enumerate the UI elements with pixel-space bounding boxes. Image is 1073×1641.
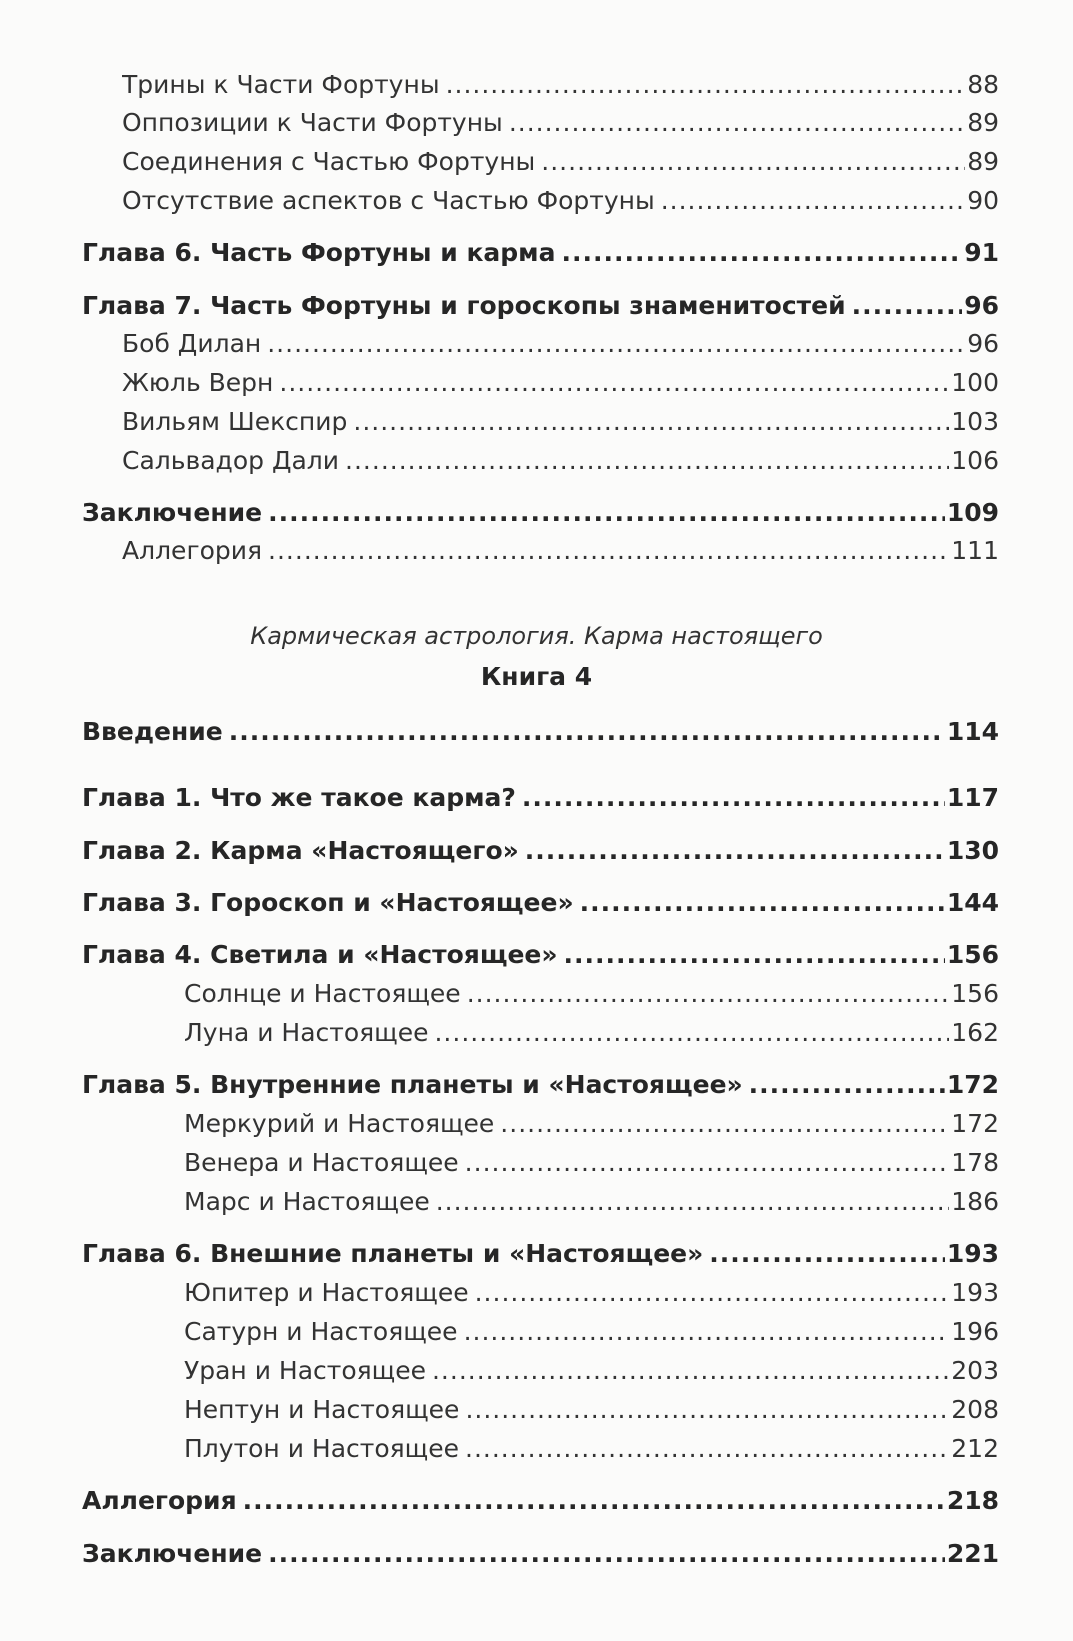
toc-entry-page: 196	[951, 1317, 999, 1346]
dot-leader	[268, 534, 949, 568]
toc-entry-title: Заключение	[82, 1539, 263, 1568]
dot-leader	[243, 1484, 945, 1518]
toc-entry-page: 212	[951, 1434, 999, 1463]
dot-leader	[525, 834, 945, 868]
book-subtitle: Кармическая астрология. Карма настоящего	[250, 622, 823, 650]
toc-entry	[122, 327, 999, 361]
toc-entry-title: Вильям Шекспир	[122, 407, 348, 436]
dot-leader	[500, 1107, 949, 1141]
toc-entry-title: Аллегория	[122, 536, 263, 565]
toc-entry-page: 221	[946, 1539, 999, 1568]
dot-leader	[852, 289, 963, 323]
toc-entry-title: Солнце и Настоящее	[184, 979, 461, 1008]
toc-entry-title: Оппозиции к Части Фортуны	[122, 108, 503, 137]
toc-chapter	[82, 289, 999, 323]
dot-leader	[268, 1537, 945, 1571]
toc-entry-page: 203	[951, 1356, 999, 1385]
toc-entry-title: Нептун и Настоящее	[184, 1395, 460, 1424]
dot-leader	[279, 366, 949, 400]
dot-leader	[475, 1276, 950, 1310]
toc-entry-page: 91	[964, 238, 999, 267]
toc-entry-title: Глава 3. Гороскоп и «Настоящее»	[82, 888, 574, 917]
toc-entry-title: Луна и Настоящее	[184, 1018, 429, 1047]
toc-chapter	[82, 1068, 999, 1102]
toc-chapter	[82, 834, 999, 868]
toc-entry-title: Глава 4. Светила и «Настоящее»	[82, 940, 558, 969]
toc-entry-title: Юпитер и Настоящее	[184, 1278, 469, 1307]
toc-entry-title: Жюль Верн	[122, 368, 274, 397]
dot-leader	[709, 1237, 945, 1271]
toc-chapter	[82, 781, 999, 815]
toc-entry-page: 114	[946, 717, 999, 746]
toc-entry-page: 144	[946, 888, 999, 917]
toc-entry-page: 89	[967, 108, 999, 137]
toc-entry-title: Глава 6. Часть Фортуны и карма	[82, 238, 556, 267]
toc-entry	[184, 1016, 999, 1050]
toc-entry-title: Глава 7. Часть Фортуны и гороскопы знаменитостей	[82, 291, 846, 320]
book-title: Книга 4	[480, 662, 593, 691]
toc-entry-title: Соединения с Частью Фортуны	[122, 147, 536, 176]
toc-chapter	[82, 236, 999, 270]
toc-entry-title: Введение	[82, 717, 223, 746]
toc-chapter	[82, 1484, 999, 1518]
dot-leader	[465, 1432, 949, 1466]
toc-entry	[184, 1393, 999, 1427]
dot-leader	[564, 938, 945, 972]
dot-leader	[432, 1354, 949, 1388]
toc-entry	[184, 1185, 999, 1219]
toc-entry-title: Глава 2. Карма «Настоящего»	[82, 836, 519, 865]
toc-entry	[122, 184, 999, 218]
toc-entry-title: Глава 5. Внутренние планеты и «Настоящее»	[82, 1070, 743, 1099]
dot-leader	[345, 444, 949, 478]
toc-entry	[184, 1432, 999, 1466]
toc-entry-title: Меркурий и Настоящее	[184, 1109, 495, 1138]
toc-entry-page: 162	[951, 1018, 999, 1047]
toc-entry-page: 218	[946, 1486, 999, 1515]
toc-entry-page: 106	[951, 446, 999, 475]
toc-entry-title: Глава 6. Внешние планеты и «Настоящее»	[82, 1239, 704, 1268]
toc-entry-page: 109	[946, 498, 999, 527]
toc-entry-page: 88	[967, 70, 999, 99]
toc-entry-title: Боб Дилан	[122, 329, 262, 358]
toc-entry-title: Плутон и Настоящее	[184, 1434, 459, 1463]
toc-entry-title: Заключение	[82, 498, 263, 527]
toc-entry-page: 90	[967, 186, 999, 215]
toc-entry-page: 96	[964, 291, 999, 320]
toc-entry-title: Отсутствие аспектов с Частью Фортуны	[122, 186, 655, 215]
toc-entry-title: Марс и Настоящее	[184, 1187, 430, 1216]
toc-entry-page: 193	[946, 1239, 999, 1268]
toc-entry	[184, 1315, 999, 1349]
toc-chapter	[82, 886, 999, 920]
toc-entry-page: 193	[951, 1278, 999, 1307]
dot-leader	[353, 405, 949, 439]
toc-entry-page: 89	[967, 147, 999, 176]
toc-chapter	[82, 496, 999, 530]
toc-chapter	[82, 1237, 999, 1271]
dot-leader	[661, 184, 965, 218]
dot-leader	[467, 977, 950, 1011]
toc-entry	[184, 977, 999, 1011]
toc-entry	[122, 534, 999, 568]
toc-entry-title: Венера и Настоящее	[184, 1148, 459, 1177]
toc-entry	[122, 366, 999, 400]
toc-entry-title: Аллегория	[82, 1486, 237, 1515]
toc-entry-page: 103	[951, 407, 999, 436]
toc-entry-page: 172	[951, 1109, 999, 1138]
toc-entry-page: 156	[951, 979, 999, 1008]
dot-leader	[509, 106, 965, 140]
toc-entry-page: 208	[951, 1395, 999, 1424]
toc-entry-page: 178	[951, 1148, 999, 1177]
toc-entry-page: 186	[951, 1187, 999, 1216]
toc-entry	[184, 1276, 999, 1310]
toc-entry-page: 111	[951, 536, 999, 565]
dot-leader	[562, 236, 963, 270]
toc-chapter	[82, 1537, 999, 1571]
dot-leader	[229, 715, 945, 749]
toc-entry-page: 172	[946, 1070, 999, 1099]
toc-chapter	[82, 938, 999, 972]
dot-leader	[434, 1016, 949, 1050]
dot-leader	[465, 1146, 950, 1180]
dot-leader	[436, 1185, 950, 1219]
dot-leader	[580, 886, 945, 920]
dot-leader	[465, 1393, 949, 1427]
toc-entry	[184, 1354, 999, 1388]
toc-entry	[184, 1146, 999, 1180]
toc-entry-title: Сатурн и Настоящее	[184, 1317, 458, 1346]
toc-entry-page: 156	[946, 940, 999, 969]
toc-entry	[122, 444, 999, 478]
toc-entry-page: 130	[946, 836, 999, 865]
toc-entry-page: 100	[951, 368, 999, 397]
toc-entry-page: 117	[946, 783, 999, 812]
toc-entry	[122, 68, 999, 102]
toc-entry	[184, 1107, 999, 1141]
toc-entry-page: 96	[967, 329, 999, 358]
dot-leader	[749, 1068, 945, 1102]
toc-entry	[122, 145, 999, 179]
dot-leader	[464, 1315, 950, 1349]
dot-leader	[446, 68, 966, 102]
dot-leader	[541, 145, 965, 179]
dot-leader	[268, 496, 945, 530]
toc-entry	[122, 405, 999, 439]
dot-leader	[522, 781, 945, 815]
toc-entry-title: Глава 1. Что же такое карма?	[82, 783, 516, 812]
dot-leader	[267, 327, 965, 361]
toc-entry-title: Трины к Части Фортуны	[122, 70, 440, 99]
toc-entry-title: Уран и Настоящее	[184, 1356, 426, 1385]
toc-entry-title: Сальвадор Дали	[122, 446, 340, 475]
toc-entry	[122, 106, 999, 140]
toc-chapter	[82, 715, 999, 749]
